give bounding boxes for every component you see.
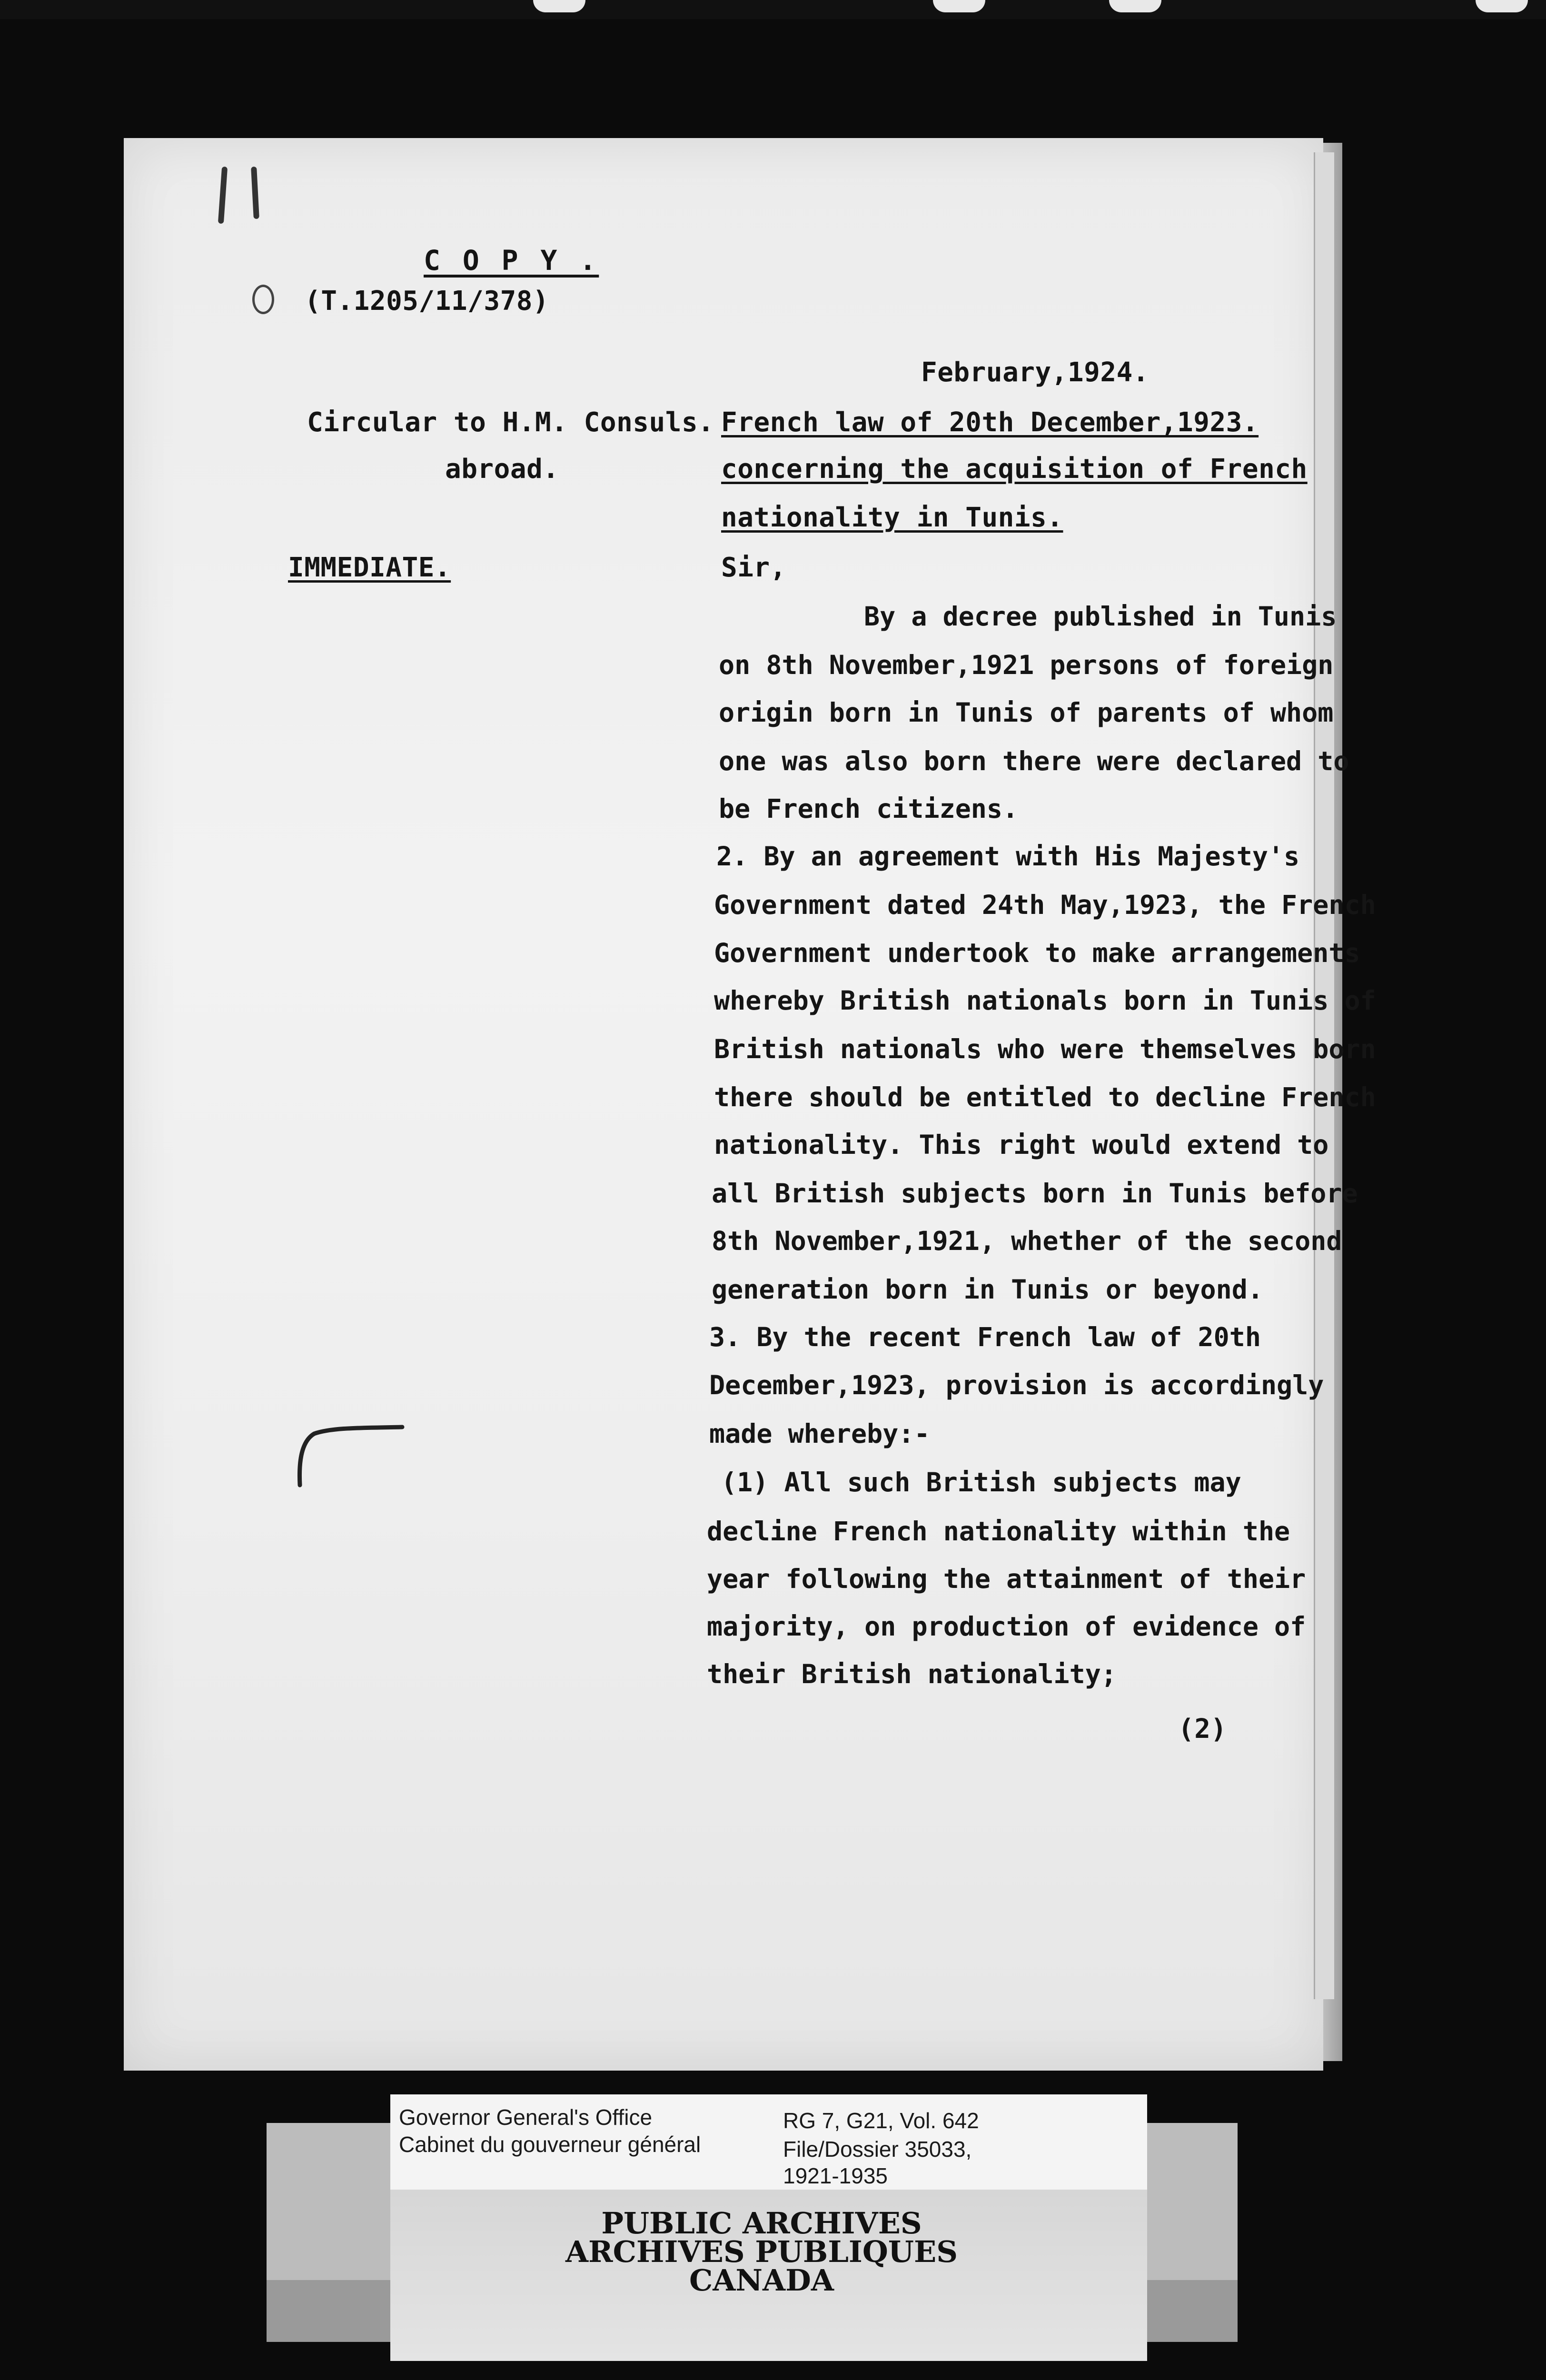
archive-office-en: Governor General's Office [399,2105,653,2130]
body-line: all British subjects born in Tunis before [712,1178,1358,1209]
copy-heading: C O P Y . [424,244,599,277]
body-line: one was also born there were declared to [719,746,1349,776]
salutation: Sir, [721,552,786,583]
body-line: 3. By the recent French law of 20th [709,1322,1261,1352]
body-line: majority, on production of evidence of [707,1611,1306,1642]
archive-file-number: File/Dossier 35033, [783,2137,972,2162]
letter-date: February,1924. [921,357,1150,388]
body-line: 8th November,1921, whether of the second [712,1226,1342,1256]
body-line: 2. By an agreement with His Majesty's [716,841,1300,872]
subject-line: concerning the acquisition of French [721,454,1308,485]
body-line: nationality. This right would extend to [714,1130,1329,1160]
sprocket-hole [533,0,585,12]
archive-label-tab [1138,2123,1238,2280]
subject-line: French law of 20th December,1923. [721,407,1259,438]
subject-line: nationality in Tunis. [721,502,1063,533]
body-line: year following the attainment of their [707,1564,1306,1594]
pen-stroke-mark [295,1423,405,1490]
archive-stamp-line: PUBLIC ARCHIVES [601,2206,922,2241]
circular-recipient: Circular to H.M. Consuls. [307,407,714,438]
body-line: By a decree published in Tunis [864,601,1337,632]
sprocket-hole [1476,0,1528,12]
reference-number: (T.1205/11/378) [305,286,549,317]
page-edge [1314,152,1334,1999]
circular-recipient-cont: abroad. [445,454,559,485]
sprocket-hole [933,0,985,12]
body-line: generation born in Tunis or beyond. [712,1274,1263,1305]
body-line: British nationals who were themselves born [714,1034,1376,1064]
sprocket-hole [1109,0,1161,12]
body-line: origin born in Tunis of parents of whom [719,697,1334,728]
body-line: whereby British nationals born in Tunis of [714,985,1376,1016]
priority-marking: IMMEDIATE. [288,552,451,583]
archive-record-group: RG 7, G21, Vol. 642 [783,2108,979,2133]
body-line: be French citizens. [719,793,1019,824]
margin-circle-mark [252,285,274,314]
archive-stamp-line: ARCHIVES PUBLIQUES [565,2234,958,2269]
body-line: their British nationality; [707,1659,1117,1689]
catchword: (2) [1178,1714,1227,1745]
body-line: (1) All such British subjects may [721,1467,1241,1497]
archive-label-tab [267,2123,400,2280]
body-line: made whereby:- [709,1418,930,1449]
archive-stamp-line: CANADA [689,2263,834,2298]
archive-date-range: 1921-1935 [783,2163,888,2188]
body-line: decline French nationality within the [707,1516,1290,1547]
body-line: Government dated 24th May,1923, the French [714,890,1376,920]
body-line: on 8th November,1921 persons of foreign [719,650,1334,680]
film-edge [0,0,1546,19]
body-line: December,1923, provision is accordingly [709,1370,1324,1400]
body-line: there should be entitled to decline French [714,1082,1376,1112]
body-line: Government undertook to make arrangements [714,938,1360,968]
archive-office-fr: Cabinet du gouverneur général [399,2132,701,2157]
